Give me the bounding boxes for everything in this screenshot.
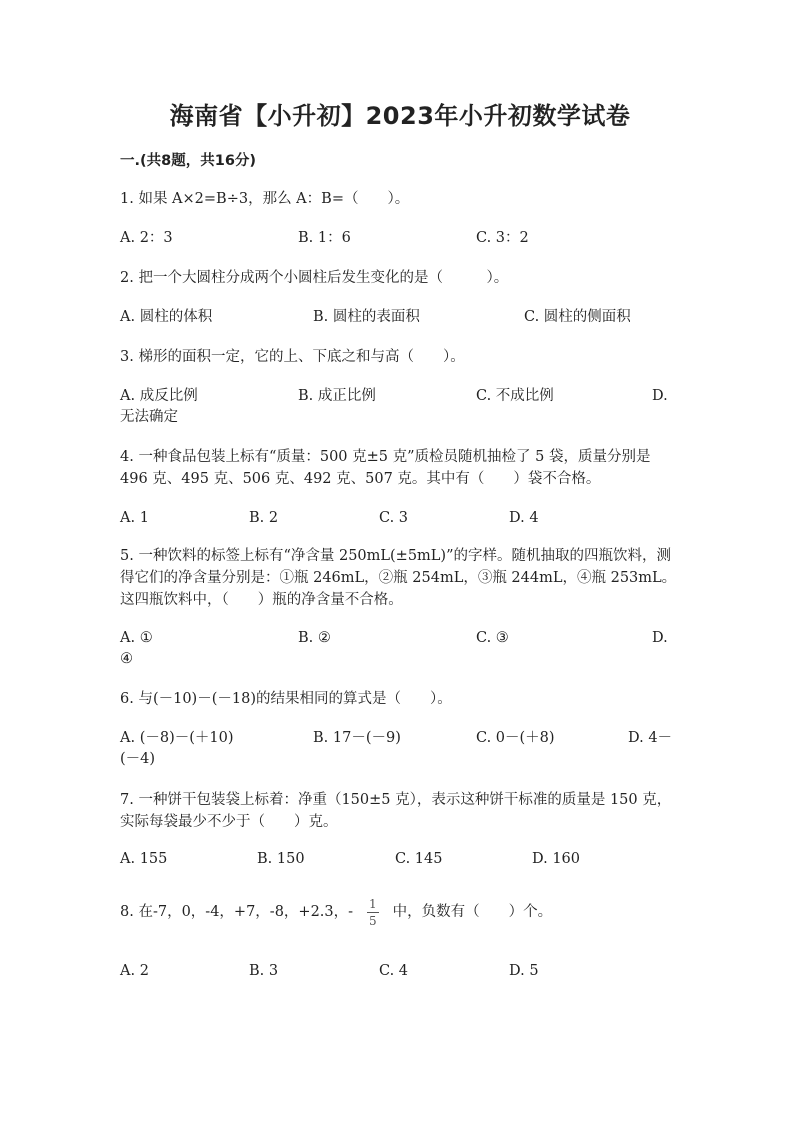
question-3: 3. 梯形的面积一定，它的上、下底之和与高（ ）。 <box>120 349 465 365</box>
q8-text-after: 中，负数有（ ）个。 <box>392 904 553 920</box>
q2-option-c[interactable]: C. 圆柱的侧面积 <box>524 309 631 325</box>
question-7: 7. 一种饼干包装袋上标着：净重（150±5 克），表示这种饼干标准的质量是 150 克，实际每袋最少不少于（ ）克。 <box>120 792 672 830</box>
q1-option-a[interactable]: A. 2：3 <box>120 230 173 246</box>
q5-option-b[interactable]: B. ② <box>298 630 331 646</box>
q6-option-d[interactable]: D. 4－(－4) <box>120 730 673 767</box>
q1-option-c[interactable]: C. 3：2 <box>476 230 529 246</box>
q8-option-d[interactable]: D. 5 <box>509 963 539 979</box>
q4-option-c[interactable]: C. 3 <box>379 510 409 526</box>
q5-option-a[interactable]: A. ① <box>120 630 153 646</box>
question-5: 5. 一种饮料的标签上标有“净含量 250mL(±5mL)”的字样。随机抽取的四瓶饮料，测得它们的净含量分别是：①瓶 246mL，②瓶 254mL，③瓶 244mL，④瓶 253mL。这四瓶饮料中，（ ）瓶的净含量不合格。 <box>120 548 677 608</box>
fraction-numerator: 1 <box>369 896 377 911</box>
q3-option-d[interactable]: D. 无法确定 <box>120 388 668 425</box>
q2-option-b[interactable]: B. 圆柱的表面积 <box>313 309 420 325</box>
q3-option-b[interactable]: B. 成正比例 <box>298 388 376 404</box>
q1-option-b[interactable]: B. 1：6 <box>298 230 351 246</box>
q8-text-before: 8. 在-7，0，-4，+7，-8，+2.3，- <box>120 904 354 920</box>
q6-option-a[interactable]: A. (－8)－(＋10) <box>120 730 234 746</box>
question-6: 6. 与(－10)－(－18)的结果相同的算式是（ ）。 <box>120 691 452 707</box>
q4-option-a[interactable]: A. 1 <box>120 510 149 526</box>
question-2: 2. 把一个大圆柱分成两个小圆柱后发生变化的是（ ）。 <box>120 270 509 286</box>
question-8 <box>120 897 682 927</box>
q5-option-d[interactable]: D. ④ <box>120 630 668 667</box>
q6-option-c[interactable]: C. 0－(＋8) <box>476 730 555 746</box>
q4-option-d[interactable]: D. 4 <box>509 510 539 526</box>
fraction <box>367 898 379 927</box>
fraction-denominator: 5 <box>369 913 377 928</box>
q7-option-a[interactable]: A. 155 <box>120 851 168 867</box>
q3-option-a[interactable]: A. 成反比例 <box>120 388 198 404</box>
q8-option-b[interactable]: B. 3 <box>249 963 279 979</box>
question-4: 4. 一种食品包装上标有“质量：500 克±5 克”质检员随机抽检了 5 袋，质量分别是 496 克、495 克、506 克、492 克、507 克。其中有（ ）袋不合格。 <box>120 449 651 487</box>
q7-option-b[interactable]: B. 150 <box>257 851 305 867</box>
section-header: 一.(共8题，共16分) <box>120 153 257 169</box>
q6-option-b[interactable]: B. 17－(－9) <box>313 730 401 746</box>
page-title: 海南省【小升初】2023年小升初数学试卷 <box>169 102 631 130</box>
question-1: 1. 如果 A×2=B÷3，那么 A：B=（ ）。 <box>120 191 410 207</box>
q4-option-b[interactable]: B. 2 <box>249 510 279 526</box>
q7-option-d[interactable]: D. 160 <box>532 851 581 867</box>
q8-option-c[interactable]: C. 4 <box>379 963 409 979</box>
fraction-bar <box>367 912 379 913</box>
q5-option-c[interactable]: C. ③ <box>476 630 509 646</box>
q8-option-a[interactable]: A. 2 <box>120 963 149 979</box>
q7-option-c[interactable]: C. 145 <box>395 851 443 867</box>
q2-option-a[interactable]: A. 圆柱的体积 <box>120 309 213 325</box>
q3-option-c[interactable]: C. 不成比例 <box>476 388 554 404</box>
